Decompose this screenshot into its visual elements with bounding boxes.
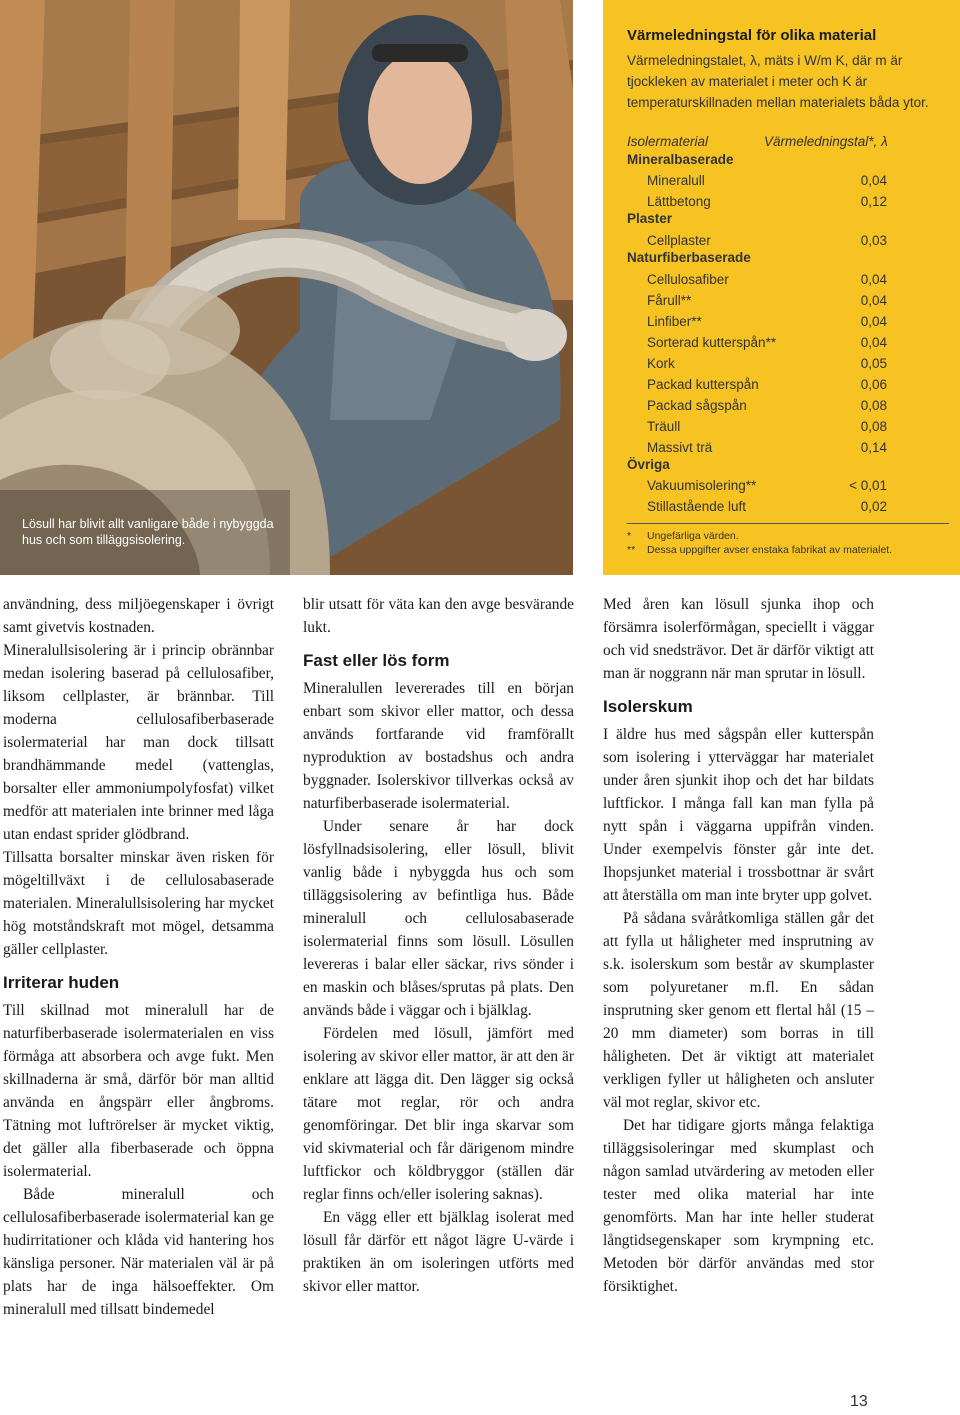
paragraph: Till skillnad mot mineralull har de naturfiberbaserade isolermaterialen en viss förmåga att absorbera och avge fukt. Men skillnaderna är små, därför bör man alltid använda en ångspärr eller ångbroms. Tätning mot luftrörelser är mycket viktig, det gäller alla fiberbaserade och öppna isolermaterial. (3, 1002, 274, 1180)
row-value: 0,04 (860, 335, 887, 350)
row-material: Träull (647, 419, 681, 434)
category-mineral: Mineralbaserade (627, 152, 734, 167)
table-row (647, 314, 887, 329)
table-row (647, 194, 887, 209)
section-heading-fast-eller-los-form: Fast eller lös form (303, 651, 450, 670)
row-value: 0,04 (860, 272, 887, 287)
paragraph: Tillsatta borsalter minskar även risken för mögeltillväxt i de cellulosabaserade materialen. Mineralullsisolering har mycket hög motståndskraft mot mögel, detsamma gäller cellplaster. (3, 849, 274, 958)
table-row (647, 173, 887, 188)
row-material: Fårull** (647, 293, 692, 308)
paragraph: Det har tidigare gjorts många felaktiga tilläggsisoleringar med skumplast och någon samlad utvärdering av metoden eller tester med olika material har inte genomförts. Man har inte heller studerat långtidsegenskaper som krympning etc. Metoden bör därför användas med stor försiktighet. (603, 1117, 874, 1295)
table-row (647, 499, 887, 514)
paragraph: användning, dess miljöegenskaper i övrigt samt givetvis kostnaden. (3, 596, 274, 636)
footnote (627, 530, 739, 542)
paragraph: blir utsatt för väta kan den avge besvärande lukt. (303, 596, 574, 636)
row-material: Lättbetong (647, 194, 711, 209)
section-heading-isolerskum: Isolerskum (603, 697, 693, 716)
paragraph: Fördelen med lösull, jämfört med isolering av skivor eller mattor, är att den är enklare att lägga dit. Den lägger sig också tätare mot reglar, rör och andra genomföringar. Det blir inga skarvar som vid skivmaterial och får därigenom mindre luftfickor och köldbryggor (ställen där reglar finns och/eller isolering saknas). (303, 1025, 574, 1203)
row-material: Sorterad kutterspån** (647, 335, 777, 350)
paragraph: Mineralullsisolering är i princip obrännbar medan isolering baserad på cellulosafiber, liksom cellplaster, är brännbar. Till moderna cellulosafiberbaserade isolermaterial har man dock tillsatt brandhämmande medel (vattenglas, borsalter eller ammoniumpolyfosfat) vilket medför att materialen inte brinner med låga utan endast sprider glödbrand. (3, 642, 274, 843)
paragraph: Mineralullen levererades till en början enbart som skivor eller mattor, och dessa används fortfarande vid framförallt nyproduktion av bostadshus och andra byggnader. Isolerskivor tillverkas också av naturfiberbaserade isolermaterial. (303, 680, 574, 812)
panel-title: Värmeledningstal för olika material (627, 27, 877, 44)
row-value: 0,04 (860, 293, 887, 308)
row-value: 0,08 (860, 419, 887, 434)
footnote-text: Dessa uppgifter avser enstaka fabrikat av materialet. (647, 544, 893, 556)
row-value: 0,04 (860, 314, 887, 329)
table-divider (627, 523, 949, 524)
table-row (647, 356, 887, 371)
text-column-2 (303, 593, 574, 1298)
section-heading-irriterar-huden: Irriterar huden (3, 973, 120, 992)
paragraph: Både mineralull och cellulosafiberbaserade isolermaterial kan ge hudirritationer och klåda vid hantering hos känsliga personer. När materialen väl är på plats har de inga hälsoeffekter. Om mineralull med tillsatt bindemedel (3, 1186, 274, 1318)
photo-caption: Lösull har blivit allt vanligare både i nybyggda hus och som tilläggsisolering. (22, 517, 274, 547)
insulation-photo (0, 0, 573, 575)
table-row (647, 233, 887, 248)
paragraph: En vägg eller ett bjälklag isolerat med lösull får därför ett något lägre U-värde i praktiken än om isoleringen utförts med skivor eller mattor. (303, 1209, 574, 1295)
table-row (647, 272, 887, 287)
thermal-conductivity-panel (603, 0, 960, 575)
row-material: Packad kutterspån (647, 377, 759, 392)
table-row (647, 293, 887, 308)
table-row (647, 335, 887, 350)
row-material: Kork (647, 356, 675, 371)
row-value: 0,05 (860, 356, 887, 371)
page-number: 13 (850, 1393, 868, 1410)
table-row (647, 478, 887, 493)
table-row (647, 419, 887, 434)
footnote (627, 544, 892, 556)
row-value: 0,03 (860, 233, 887, 248)
table-row (647, 440, 887, 455)
paragraph: Med åren kan lösull sjunka ihop och försämra isolerförmågan, speciellt i väggar och vid snedsträvor. Det är därför viktigt att man är noggrann när man sprutar in lösull. (603, 596, 874, 682)
row-material: Massivt trä (647, 440, 713, 455)
footnote-mark: * (627, 530, 632, 542)
row-value: 0,12 (860, 194, 887, 209)
table-row (647, 377, 887, 392)
panel-intro: Värmeledningstalet, λ, mäts i W/m K, där m är tjockleken av materialet i meter och K är temperaturskillnaden mellan materialets båda ytor. (627, 53, 929, 110)
text-column-1 (3, 593, 274, 1321)
row-value: 0,04 (860, 173, 887, 188)
text-column-3 (603, 593, 874, 1298)
row-value: 0,08 (860, 398, 887, 413)
row-material: Vakuumisolering** (647, 478, 757, 493)
footnote-text: Ungefärliga värden. (647, 530, 739, 542)
row-material: Stillastående luft (647, 499, 747, 514)
row-material: Cellulosafiber (647, 272, 729, 287)
paragraph: Under senare år har dock lösfyllnadsisolering, eller lösull, blivit vanlig både i nybyggda hus och som tilläggsisolering av befintliga hus. Både mineralull och cellulosabaserade isolermaterial finns som lösull. Lösullen levereras i balar eller säckar, rivs sönder i en maskin och blåses/sprutas på plats. Den används både i väggar och i bjälklag. (303, 818, 574, 1019)
row-value: 0,06 (860, 377, 887, 392)
table-row (647, 398, 887, 413)
row-value: 0,14 (860, 440, 887, 455)
row-value: 0,02 (860, 499, 887, 514)
row-material: Linfiber** (647, 314, 702, 329)
table-header-material: Isolermaterial (627, 134, 709, 149)
row-value: < 0,01 (849, 478, 887, 493)
paragraph: I äldre hus med sågspån eller kutterspån som isolering i ytterväggar har materialet under åren sjunkit ihop och det har bildats luftfickor. I många fall kan man fylla på nytt spån i väggarna uppifrån vinden. Under exempelvis fönster går inte det. Ihopsjunket material i trossbottnar är svårt att återställa om man inte bryter upp golvet. (603, 726, 874, 904)
row-material: Packad sågspån (647, 398, 747, 413)
category-plaster: Plaster (627, 211, 673, 226)
footnote-mark: ** (627, 544, 636, 556)
category-ovriga: Övriga (627, 457, 670, 472)
worker-blowing-insulation-image (0, 0, 573, 575)
paragraph: På sådana svåråtkomliga ställen går det att fylla ut håligheter med insprutning av s.k. isolerskum som består av skumplaster som polyuretaner m.fl. En sådan insprutning sker genom ett flertal hål (15 – 20 mm diameter) som borras in till håligheten. Det är viktigt att materialet verkligen fyller ut håligheten och ansluter väl mot reglar, skivor etc. (603, 910, 874, 1111)
table-header-value: Värmeledningstal*, λ (764, 134, 888, 149)
row-material: Mineralull (647, 173, 705, 188)
row-material: Cellplaster (647, 233, 711, 248)
category-naturfiber: Naturfiberbaserade (627, 250, 751, 265)
